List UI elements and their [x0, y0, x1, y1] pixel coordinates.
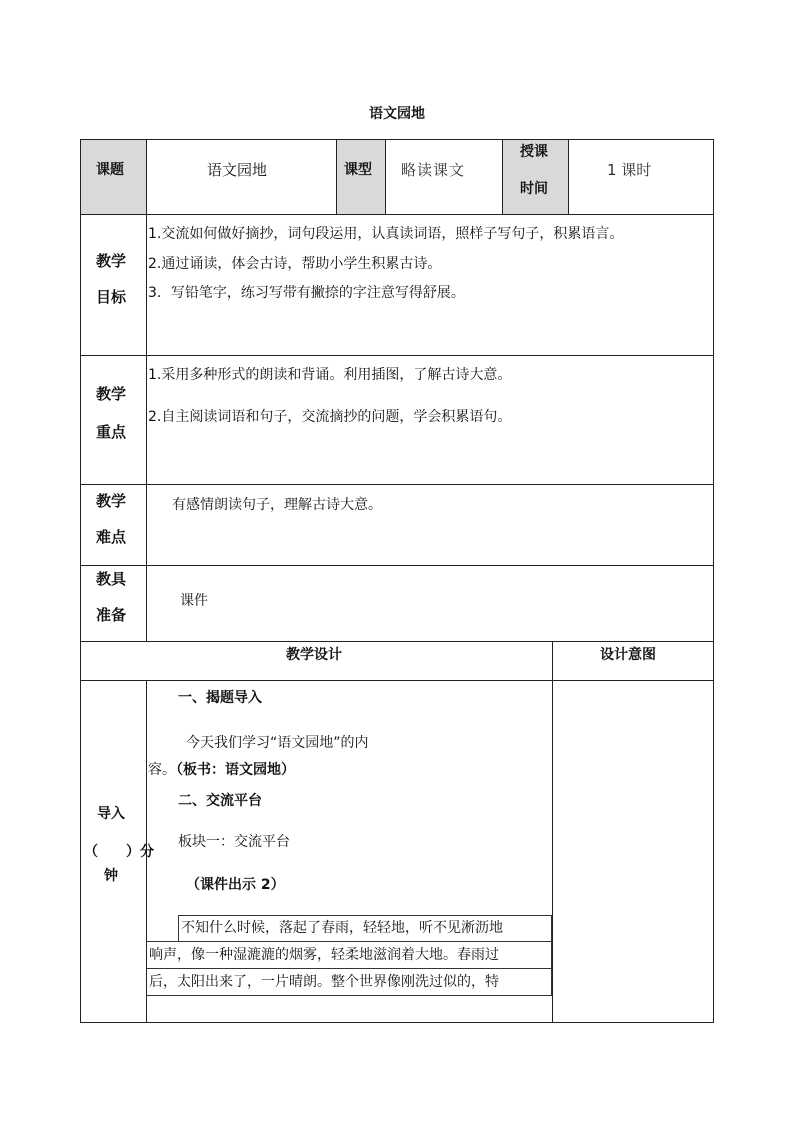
goal-item: 1.交流如何做好摘抄，词句段运用，认真读词语，照样子写句子，积累语言。	[148, 226, 624, 242]
topic-value: 语文园地	[207, 161, 268, 179]
section2-title: 二、交流平台	[178, 793, 262, 809]
key-point-item: 1.采用多种形式的朗读和背诵。利用插图，了解古诗大意。	[148, 367, 512, 383]
passage-line: 不知什么时候，落起了春雨，轻轻地，听不见淅沥地	[181, 920, 503, 936]
key-point-item: 2.自主阅读词语和句子，交流摘抄的问题，学会积累语句。	[148, 409, 512, 425]
page-title: 语文园地	[369, 106, 425, 122]
tools-text: 课件	[180, 593, 208, 609]
type-value: 略读课文	[401, 161, 466, 179]
passage-line: 响声，像一种湿漉漉的烟雾，轻柔地滋润着大地。春雨过	[149, 947, 499, 963]
key-points-label-line2: 重点	[96, 423, 127, 441]
difficulties-text: 有感情朗读句子，理解古诗大意。	[172, 497, 382, 513]
tools-label-line2: 准备	[96, 606, 127, 624]
intro-line2	[148, 761, 295, 779]
difficulties-label-line1: 教学	[96, 492, 127, 510]
difficulties-label-line2: 难点	[96, 528, 127, 546]
goal-item: 3．写铅笔字，练习写带有撇捺的字注意写得舒展。	[148, 285, 465, 301]
courseware-note: （课件出示 2）	[186, 877, 285, 893]
block-title: 板块一：交流平台	[178, 834, 290, 850]
passage-line: 后，太阳出来了，一片晴朗。整个世界像刚洗过似的，特	[149, 974, 499, 990]
type-label: 课型	[344, 162, 372, 178]
design-header-left: 教学设计	[286, 647, 342, 663]
intro-line2-prefix: 容。	[148, 762, 176, 778]
blackboard-note: （板书：语文园地）	[176, 762, 295, 778]
topic-label: 课题	[96, 162, 124, 178]
stage-label-line2: （ ）分	[84, 844, 154, 860]
tools-label-line1: 教具	[96, 570, 127, 588]
goals-label-line2: 目标	[96, 288, 127, 306]
goal-item: 2.通过诵读，体会古诗，帮助小学生积累古诗。	[148, 256, 442, 272]
section1-title: 一、揭题导入	[178, 690, 262, 706]
key-points-label-line1: 教学	[96, 385, 127, 403]
stage-label-line1: 导入	[97, 806, 125, 822]
intro-line1: 今天我们学习“语文园地”的内	[186, 735, 369, 751]
design-header-right: 设计意图	[600, 647, 656, 663]
stage-label-line3: 钟	[104, 868, 118, 884]
goals-label-line1: 教学	[96, 252, 127, 270]
time-label-line1: 授课	[520, 144, 548, 160]
time-label-line2: 时间	[520, 181, 548, 197]
time-value: 1 课时	[607, 161, 652, 179]
